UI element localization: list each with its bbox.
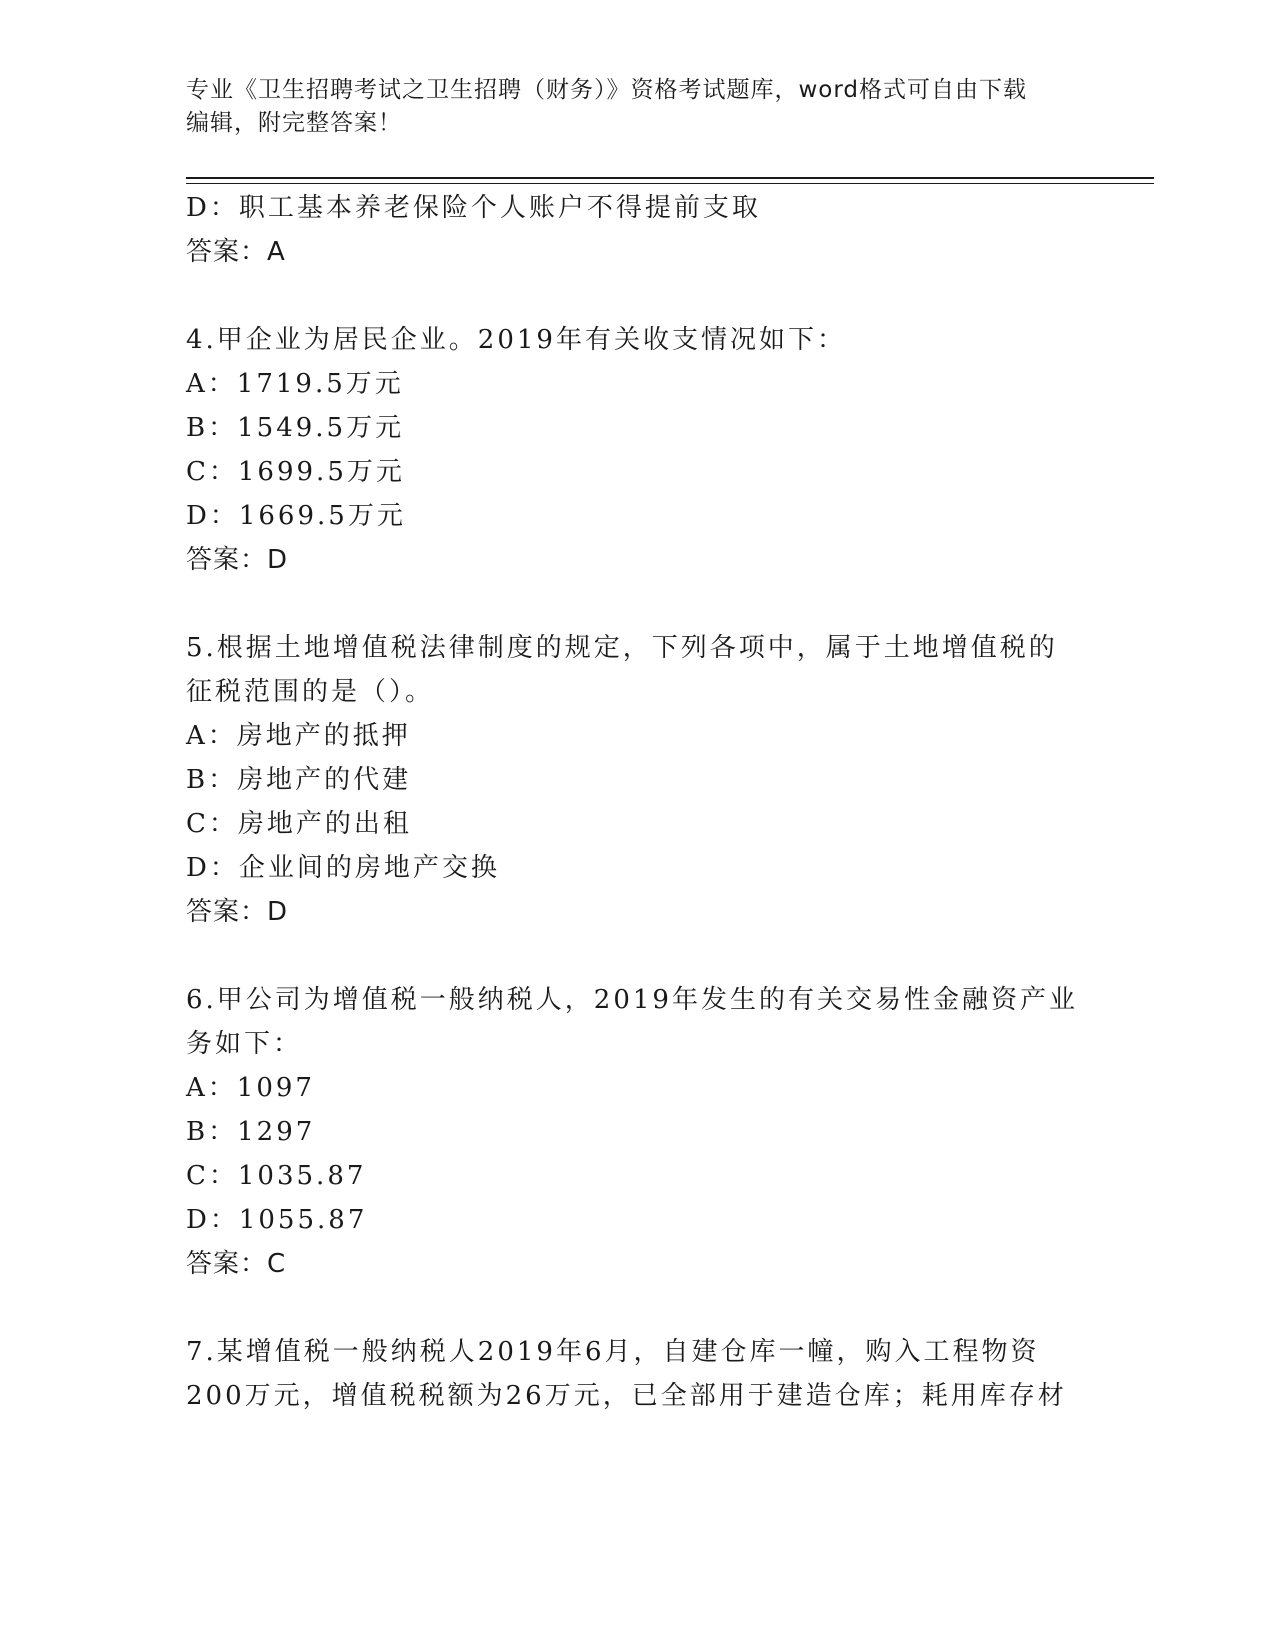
- q4-answer: 答案：D: [186, 545, 289, 575]
- header-line-1: 专业《卫生招聘考试之卫生招聘（财务）》资格考试题库，word格式可自由下载: [186, 77, 1028, 103]
- q6-option-d: D：1055.87: [186, 1205, 368, 1235]
- q5-stem-line-1: 5.根据土地增值税法律制度的规定，下列各项中，属于土地增值税的: [186, 633, 1058, 663]
- q5-option-a: A：房地产的抵押: [186, 721, 411, 751]
- q4-option-b: B：1549.5万元: [186, 413, 405, 443]
- q5-option-c: C：房地产的出租: [186, 809, 412, 839]
- q6-stem-line-2: 务如下：: [186, 1029, 303, 1059]
- q6-option-b: B：1297: [186, 1117, 316, 1147]
- q4-option-c: C：1699.5万元: [186, 457, 405, 487]
- header-divider-thin: [186, 183, 1154, 184]
- q5-stem-line-2: 征税范围的是（）。: [186, 677, 435, 707]
- q7-stem-line-1: 7.某增值税一般纳税人2019年6月，自建仓库一幢，购入工程物资: [186, 1337, 1040, 1367]
- q4-option-d: D：1669.5万元: [186, 501, 406, 531]
- q6-option-a: A：1097: [186, 1073, 315, 1103]
- prev-option-d: D：职工基本养老保险个人账户不得提前支取: [186, 193, 761, 223]
- q4-stem-line-1: 4.甲企业为居民企业。2019年有关收支情况如下：: [186, 325, 846, 355]
- q6-answer: 答案：C: [186, 1249, 287, 1279]
- document-header: [186, 74, 1086, 140]
- q4-option-a: A：1719.5万元: [186, 369, 404, 399]
- q7-stem-line-2: 200万元，增值税税额为26万元，已全部用于建造仓库；耗用库存材: [186, 1381, 1067, 1411]
- q5-option-b: B：房地产的代建: [186, 765, 412, 795]
- q6-stem-line-1: 6.甲公司为增值税一般纳税人，2019年发生的有关交易性金融资产业: [186, 985, 1078, 1015]
- header-divider-thick: [186, 177, 1154, 179]
- header-line-2: 编辑，附完整答案！: [186, 110, 402, 136]
- prev-answer: 答案：A: [186, 237, 286, 267]
- q5-answer: 答案：D: [186, 897, 289, 927]
- q5-option-d: D：企业间的房地产交换: [186, 853, 500, 883]
- q6-option-c: C：1035.87: [186, 1161, 367, 1191]
